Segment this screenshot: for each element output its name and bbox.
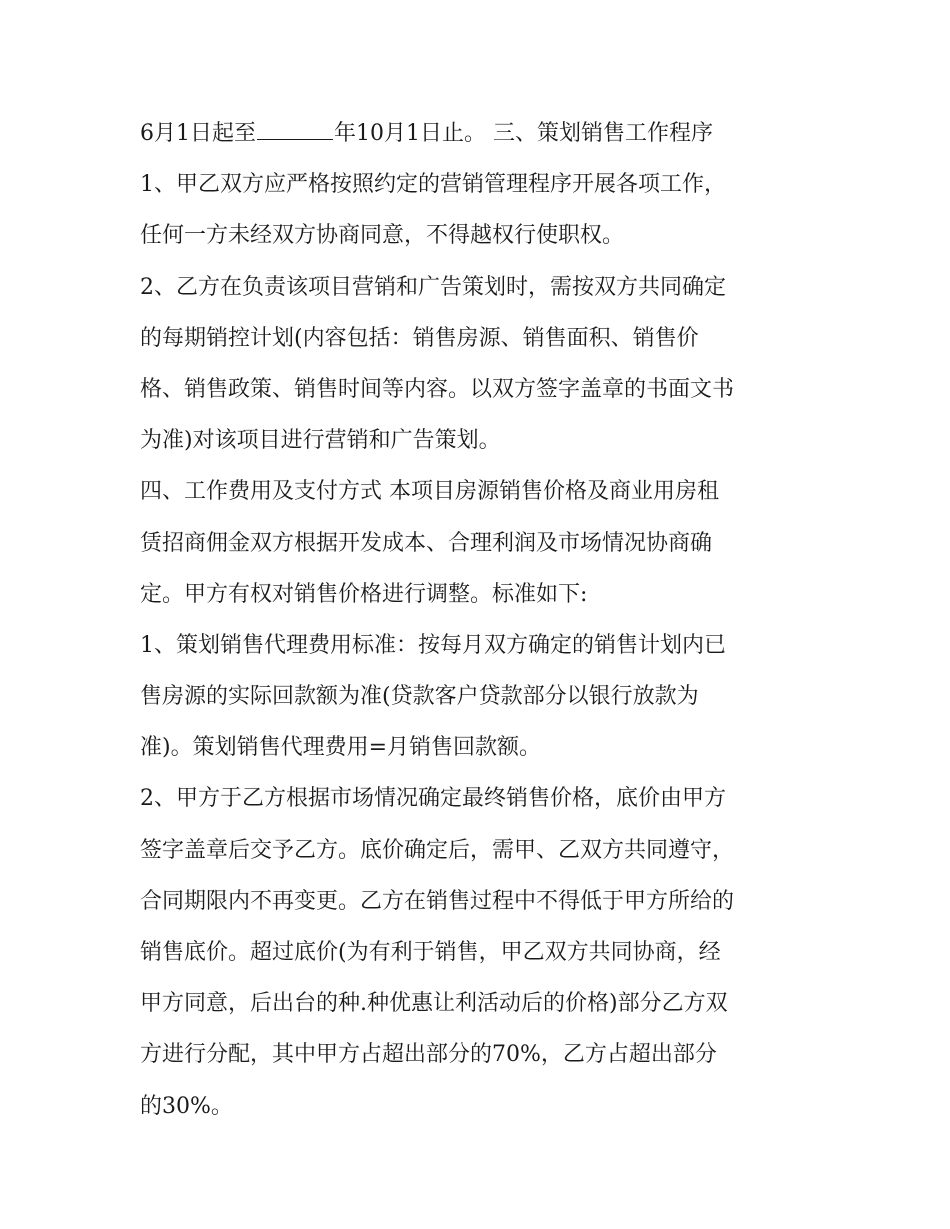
- text-line: 2、甲方于乙方根据市场情况确定最终销售价格，底价由甲方: [140, 786, 726, 812]
- paragraph-3: [140, 466, 810, 620]
- text-line: 签字盖章后交予乙方。底价确定后，需甲、乙双方共同遵守，: [140, 837, 735, 863]
- text-line: 定。甲方有权对销售价格进行调整。标准如下:: [140, 581, 588, 607]
- text-line: 准)。策划销售代理费用=月销售回款额。: [140, 735, 542, 761]
- line-text-before-blank: 6月1日起至: [140, 121, 256, 146]
- paragraph-2: [140, 262, 810, 467]
- line-text-after-blank: 年10月1日止。 三、策划销售工作程序: [334, 121, 713, 146]
- paragraph-1: [140, 159, 810, 261]
- text-line: 为准)对该项目进行营销和广告策划。: [140, 428, 501, 454]
- paragraph-4: [140, 620, 810, 774]
- text-line: 2、乙方在负责该项目营销和广告策划时，需按双方共同确定: [140, 274, 726, 300]
- text-line: 1、策划销售代理费用标准：按每月双方确定的销售计划内已: [140, 632, 726, 658]
- text-line: 的每期销控计划(内容包括：销售房源、销售面积、销售价: [140, 325, 699, 351]
- document-body: [140, 108, 810, 1132]
- text-line: 售房源的实际回款额为准(贷款客户贷款部分以银行放款为: [140, 684, 699, 710]
- text-line: 销售底价。超过底价(为有利于销售，甲乙双方共同协商，经: [140, 940, 721, 965]
- text-line: 甲方同意，后出台的种.种优惠让利活动后的价格)部分乙方双: [140, 991, 728, 1017]
- text-line: 任何一方未经双方协商同意，不得越权行使职权。: [140, 223, 625, 249]
- text-line: 方进行分配，其中甲方占超出部分的70%，乙方占超出部分: [140, 1042, 717, 1068]
- fill-in-blank: [257, 119, 333, 140]
- text-line: 四、工作费用及支付方式 本项目房源销售价格及商业用房租: [140, 479, 719, 505]
- text-line: [140, 108, 810, 159]
- paragraph-5: [140, 773, 810, 1131]
- text-line: 格、销售政策、销售时间等内容。以双方签字盖章的书面文书: [140, 376, 735, 402]
- text-line: 赁招商佣金双方根据开发成本、合理利润及市场情况协商确: [140, 530, 713, 556]
- text-line: 的30%。: [140, 1093, 233, 1119]
- text-line: 1、甲乙双方应严格按照约定的营销管理程序开展各项工作，: [140, 172, 726, 198]
- text-line: 合同期限内不再变更。乙方在销售过程中不得低于甲方所给的: [140, 888, 735, 914]
